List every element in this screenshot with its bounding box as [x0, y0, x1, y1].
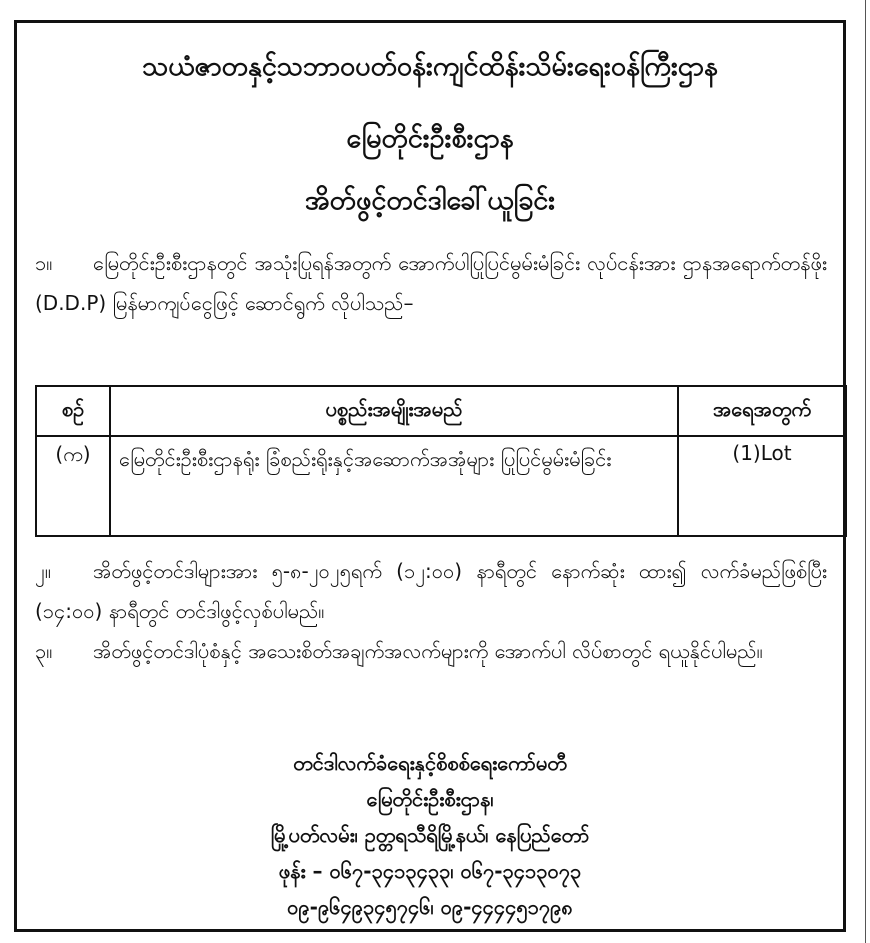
column-header-qty: အရေအတွက်	[678, 386, 846, 436]
paragraph-text: အိတ်ဖွင့်တင်ဒါများအား ၅-၈-၂၀၂၅ရက် (၁၂:၀၀) နာရီတွင် နောက်ဆုံး ထား၍ လက်ခံမည်ဖြစ်ပြီး (၁၄:၀၀) နာရီတွင် တင်ဒါဖွင့်လှစ်ပါမည်။	[35, 559, 827, 623]
paragraph-text: အိတ်ဖွင့်တင်ဒါပုံစံနှင့် အသေးစိတ်အချက်အလက်များကို အောက်ပါ လိပ်စာတွင် ရယူနိုင်ပါမည်။	[93, 639, 763, 663]
row-item: မြေတိုင်းဦးစီးဌာနရုံး ခြံစည်းရိုးနှင့်အဆောက်အအုံများ ပြုပြင်မွမ်းမံခြင်း	[110, 436, 678, 536]
footer-address: မြို့ပတ်လမ်း၊ ဥတ္တရသီရိမြို့နယ်၊ နေပြည်တော်	[270, 823, 590, 847]
row-quantity: (1)Lot	[678, 436, 846, 536]
paragraph-text: မြေတိုင်းဦးစီးဌာနတွင် အသုံးပြုရန်အတွက် အောက်ပါပြုပြင်မွမ်းမံခြင်း လုပ်ငန်းအား ဌာနအရောက်တန်ဖိုး (D.D.P) မြန်မာကျပ်ငွေဖြင့် ဆောင်ရွက် လိုပါသည်–	[35, 251, 827, 315]
paragraph-number: ၂။	[35, 559, 51, 583]
paragraph-3	[35, 631, 827, 671]
column-header-no: စဉ်	[36, 386, 110, 436]
committee-name: တင်ဒါလက်ခံရေးနှင့်စိစစ်ရေးကော်မတီ	[293, 751, 567, 775]
notice-title: အိတ်ဖွင့်တင်ဒါခေါ်ယူခြင်း	[304, 185, 556, 216]
footer-phone: ဖုန်း – ၀၆၇-၃၄၁၃၄၃၃၊ ၀၆၇-၃၄၁၃၀၇၃	[278, 859, 582, 883]
table-row	[36, 436, 846, 536]
footer-mobile: ၀၉-၉၆၄၉၃၄၅၇၄၆၊ ၀၉-၄၄၄၄၅၁၇၉၈	[287, 895, 573, 919]
ministry-name: သယံဇာတနှင့်သဘာဝပတ်ဝန်းကျင်ထိန်းသိမ်းရေးဝန်ကြီးဌာန	[142, 51, 718, 82]
contact-block	[17, 745, 843, 925]
page-edge-divider	[865, 0, 866, 943]
notice-frame	[14, 20, 846, 932]
footer-department: မြေတိုင်းဦးစီးဌာန၊	[366, 787, 494, 811]
paragraph-number: ၃။	[35, 639, 53, 663]
department-name: မြေတိုင်းဦးစီးဌာန	[346, 123, 514, 154]
column-header-item: ပစ္စည်းအမျိုးအမည်	[110, 386, 678, 436]
paragraph-1	[35, 243, 827, 323]
table-header-row	[36, 386, 846, 436]
paragraph-2	[35, 551, 827, 631]
paragraph-number: ၁။	[35, 251, 53, 275]
row-number: (က)	[36, 436, 110, 536]
tender-items-table	[35, 385, 847, 537]
